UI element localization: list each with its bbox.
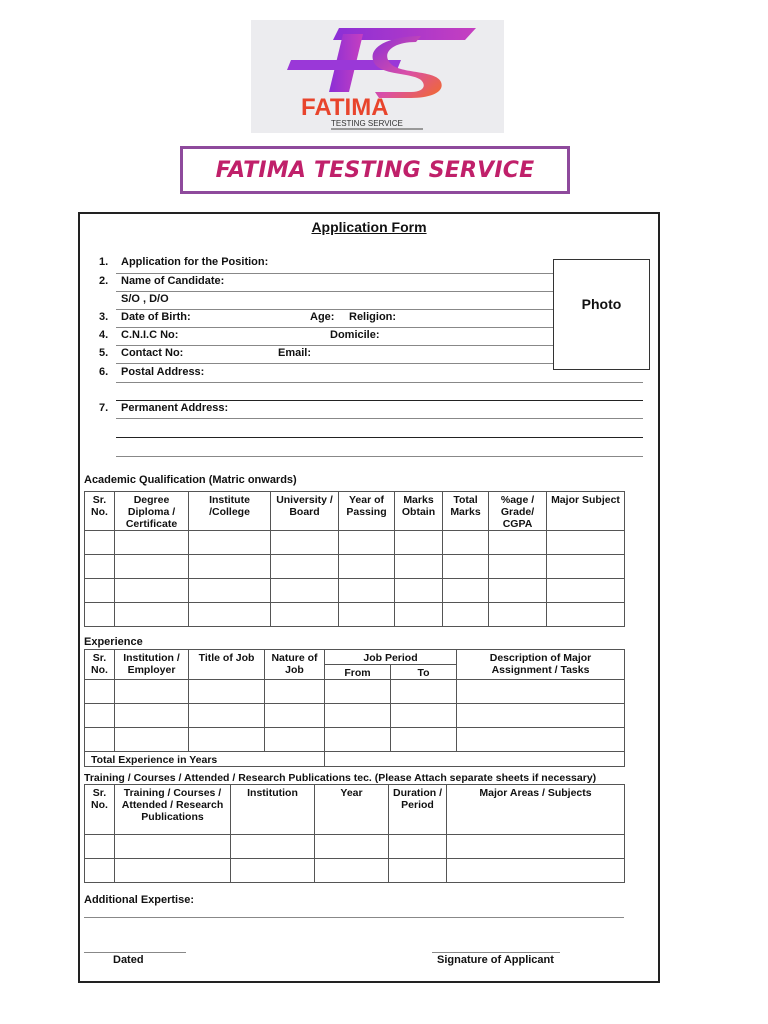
- experience-row[interactable]: [85, 680, 625, 704]
- experience-col-header: Sr. No.: [85, 650, 115, 680]
- experience-col-header: Title of Job: [189, 650, 265, 680]
- field-label-email: Email:: [278, 347, 312, 359]
- field-number-2: 2.: [99, 275, 109, 287]
- academic-col-header: University / Board: [271, 492, 339, 531]
- training-col-header: Major Areas / Subjects: [447, 785, 625, 835]
- experience-subcol-from: From: [325, 665, 391, 680]
- field-number-1: 1.: [99, 256, 109, 268]
- field-line-contact[interactable]: [116, 363, 553, 364]
- field-label-permanent-address: Permanent Address:: [121, 402, 229, 414]
- academic-col-header: Total Marks: [443, 492, 489, 531]
- academic-section-title: Academic Qualification (Matric onwards): [84, 474, 297, 486]
- field-line-dob[interactable]: [116, 327, 553, 328]
- field-label-candidate-name: Name of Candidate:: [121, 275, 225, 287]
- academic-col-header: Degree Diploma / Certificate: [115, 492, 189, 531]
- logo-tagline-text: TESTING SERVICE: [331, 119, 403, 128]
- field-line-permanent-3[interactable]: [116, 456, 643, 457]
- training-col-header: Sr. No.: [85, 785, 115, 835]
- field-line-permanent-1[interactable]: [116, 418, 643, 419]
- field-label-parent: S/O , D/O: [121, 293, 169, 305]
- experience-section-title: Experience: [84, 636, 143, 648]
- additional-expertise-line[interactable]: [84, 917, 624, 918]
- field-line-position[interactable]: [116, 273, 553, 274]
- experience-table: [84, 649, 625, 767]
- field-label-domicile: Domicile:: [330, 329, 380, 341]
- field-label-religion: Religion:: [349, 311, 397, 323]
- experience-col-header-job-period: Job Period: [325, 650, 457, 665]
- field-line-cnic[interactable]: [116, 345, 553, 346]
- academic-row[interactable]: [85, 603, 625, 627]
- field-line-permanent-2[interactable]: [116, 437, 643, 438]
- field-label-position: Application for the Position:: [121, 256, 269, 268]
- form-heading: Application Form: [311, 219, 427, 235]
- field-line-postal-2[interactable]: [116, 400, 643, 401]
- field-label-age: Age:: [310, 311, 335, 323]
- training-row[interactable]: [85, 835, 625, 859]
- logo-brand-text: FATIMA: [301, 94, 389, 121]
- photo-label: Photo: [581, 295, 622, 312]
- training-section-title: Training / Courses / Attended / Research Publications tec. (Please Attach separate sheets if necessary): [84, 772, 597, 784]
- field-line-postal-1[interactable]: [116, 382, 643, 383]
- field-number-7: 7.: [99, 402, 109, 414]
- header-title: FATIMA TESTING SERVICE: [215, 157, 535, 183]
- field-label-postal-address: Postal Address:: [121, 366, 205, 378]
- photo-box[interactable]: [553, 259, 650, 370]
- field-line-candidate-name[interactable]: [116, 291, 553, 292]
- header-title-box: [180, 146, 570, 194]
- academic-table: [84, 491, 625, 627]
- field-label-cnic: C.N.I.C No:: [121, 329, 179, 341]
- field-line-parent[interactable]: [116, 309, 553, 310]
- academic-col-header: Institute /College: [189, 492, 271, 531]
- signature-line[interactable]: [432, 952, 560, 953]
- experience-row[interactable]: [85, 704, 625, 728]
- field-label-dob: Date of Birth:: [121, 311, 191, 323]
- training-col-header: Institution: [231, 785, 315, 835]
- training-header-row: [85, 785, 625, 835]
- academic-row[interactable]: [85, 555, 625, 579]
- field-number-6: 6.: [99, 366, 109, 378]
- experience-total-value[interactable]: [325, 752, 625, 767]
- experience-subcol-to: To: [391, 665, 457, 680]
- academic-header-row: [85, 492, 625, 531]
- experience-col-header: Description of Major Assignment / Tasks: [457, 650, 625, 680]
- training-col-header: Year: [315, 785, 389, 835]
- dated-label: Dated: [113, 954, 144, 966]
- training-col-header: Training / Courses / Attended / Research Publications: [115, 785, 231, 835]
- signature-label: Signature of Applicant: [437, 954, 554, 966]
- academic-col-header: Major Subject: [547, 492, 625, 531]
- academic-col-header: Year of Passing: [339, 492, 395, 531]
- field-number-5: 5.: [99, 347, 109, 359]
- experience-total-label: Total Experience in Years: [85, 752, 325, 767]
- training-table: [84, 784, 625, 883]
- experience-header-row: [85, 650, 625, 665]
- field-number-4: 4.: [99, 329, 109, 341]
- experience-col-header: Institution / Employer: [115, 650, 189, 680]
- field-number-3: 3.: [99, 311, 109, 323]
- academic-col-header: %age / Grade/ CGPA: [489, 492, 547, 531]
- academic-col-header: Marks Obtain: [395, 492, 443, 531]
- field-label-contact: Contact No:: [121, 347, 184, 359]
- dated-line[interactable]: [84, 952, 186, 953]
- training-col-header: Duration / Period: [389, 785, 447, 835]
- experience-row[interactable]: [85, 728, 625, 752]
- company-logo: [251, 20, 504, 133]
- training-row[interactable]: [85, 859, 625, 883]
- academic-row[interactable]: [85, 579, 625, 603]
- experience-total-row: [85, 752, 625, 767]
- academic-row[interactable]: [85, 531, 625, 555]
- fs-monogram-logo: [251, 20, 504, 133]
- additional-expertise-label: Additional Expertise:: [84, 894, 195, 906]
- experience-col-header: Nature of Job: [265, 650, 325, 680]
- academic-col-header: Sr. No.: [85, 492, 115, 531]
